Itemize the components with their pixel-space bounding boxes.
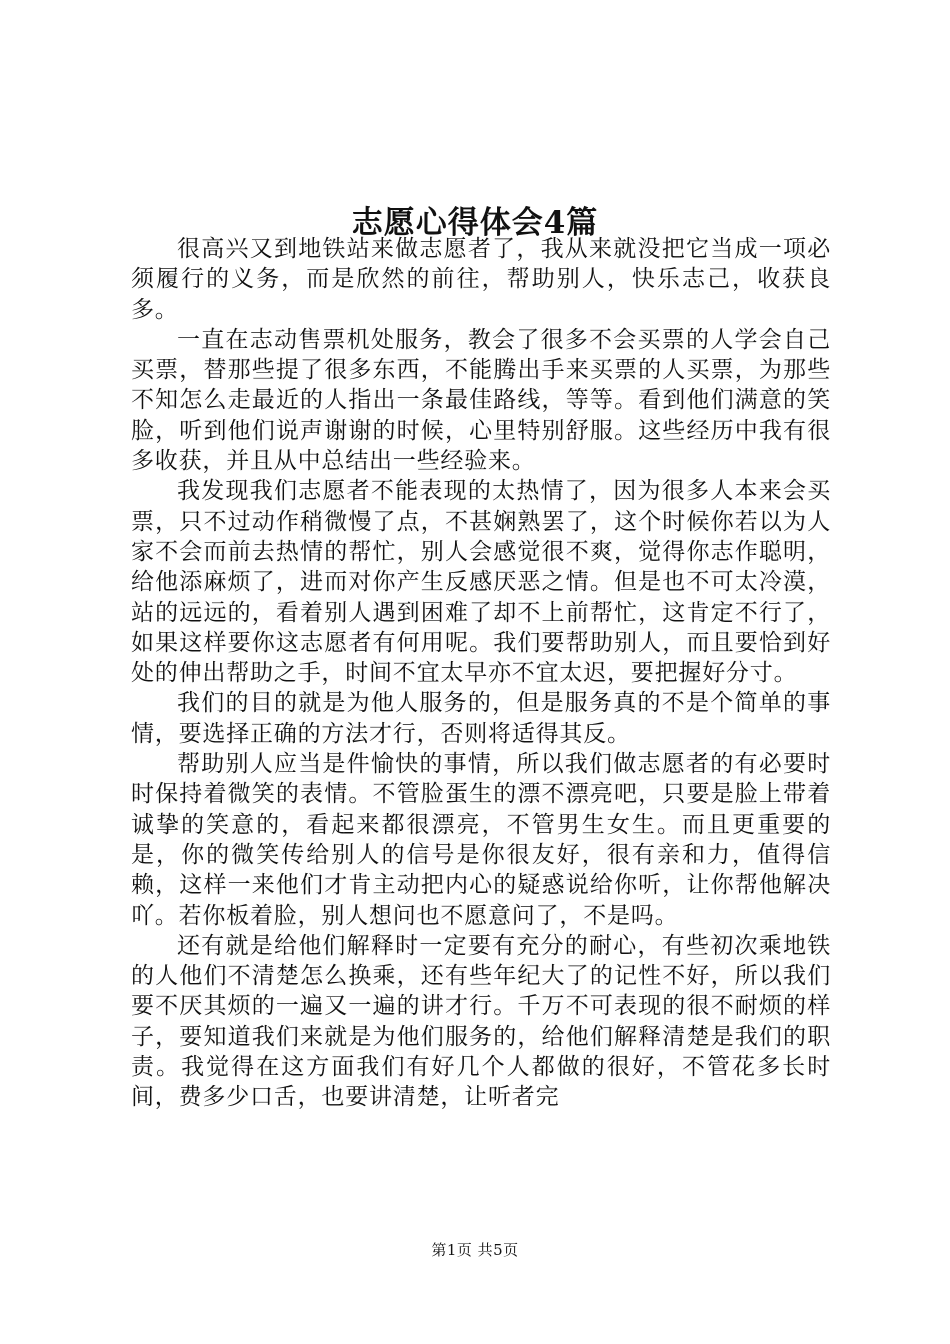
paragraph-5: 帮助别人应当是件愉快的事情，所以我们做志愿者的有必要时时保持着微笑的表情。不管脸蛋生的漂不漂亮吧，只要是脸上带着诚挚的笑意的，看起来都很漂亮，不管男生女生。而且更重要的是，你的微笑传给别人的信号是你很友好，很有亲和力，值得信赖，这样一来他们才肯主动把内心的疑惑说给你听，让你帮他解决吖。若你板着脸，别人想问也不愿意问了，不是吗。 [131, 751, 831, 929]
page-number-footer: 第1页 共5页 [431, 1241, 519, 1259]
document-body [131, 234, 831, 1113]
document-title: 志愿心得体会4篇 [351, 204, 599, 241]
paragraph-3: 我发现我们志愿者不能表现的太热情了，因为很多人本来会买票，只不过动作稍微慢了点，不甚娴熟罢了，这个时候你若以为人家不会而前去热情的帮忙，别人会感觉很不爽，觉得你志作聪明，给他添麻烦了，进而对你产生反感厌恶之情。但是也不可太冷漠，站的远远的，看着别人遇到困难了却不上前帮忙，这肯定不行了，如果这样要你这志愿者有何用呢。我们要帮助别人，而且要恰到好处的伸出帮助之手，时间不宜太早亦不宜太迟，要把握好分寸。 [131, 478, 831, 687]
paragraph-6: 还有就是给他们解释时一定要有充分的耐心，有些初次乘地铁的人他们不清楚怎么换乘，还有些年纪大了的记性不好，所以我们要不厌其烦的一遍又一遍的讲才行。千万不可表现的很不耐烦的样子，要知道我们来就是为他们服务的，给他们解释清楚是我们的职责。我觉得在这方面我们有好几个人都做的很好，不管花多长时间，费多少口舌，也要讲清楚，让听者完 [131, 932, 831, 1111]
paragraph-1: 很高兴又到地铁站来做志愿者了，我从来就没把它当成一项必须履行的义务，而是欣然的前往，帮助别人，快乐志己，收获良多。 [131, 236, 831, 323]
paragraph-2: 一直在志动售票机处服务，教会了很多不会买票的人学会自己买票，替那些提了很多东西，不能腾出手来买票的人买票，为那些不知怎么走最近的人指出一条最佳路线，等等。看到他们满意的笑脸，听到他们说声谢谢的时候，心里特别舒服。这些经历中我有很多收获，并且从中总结出一些经验来。 [131, 326, 831, 475]
paragraph-4: 我们的目的就是为他人服务的，但是服务真的不是个简单的事情，要选择正确的方法才行，否则将适得其反。 [131, 690, 831, 747]
